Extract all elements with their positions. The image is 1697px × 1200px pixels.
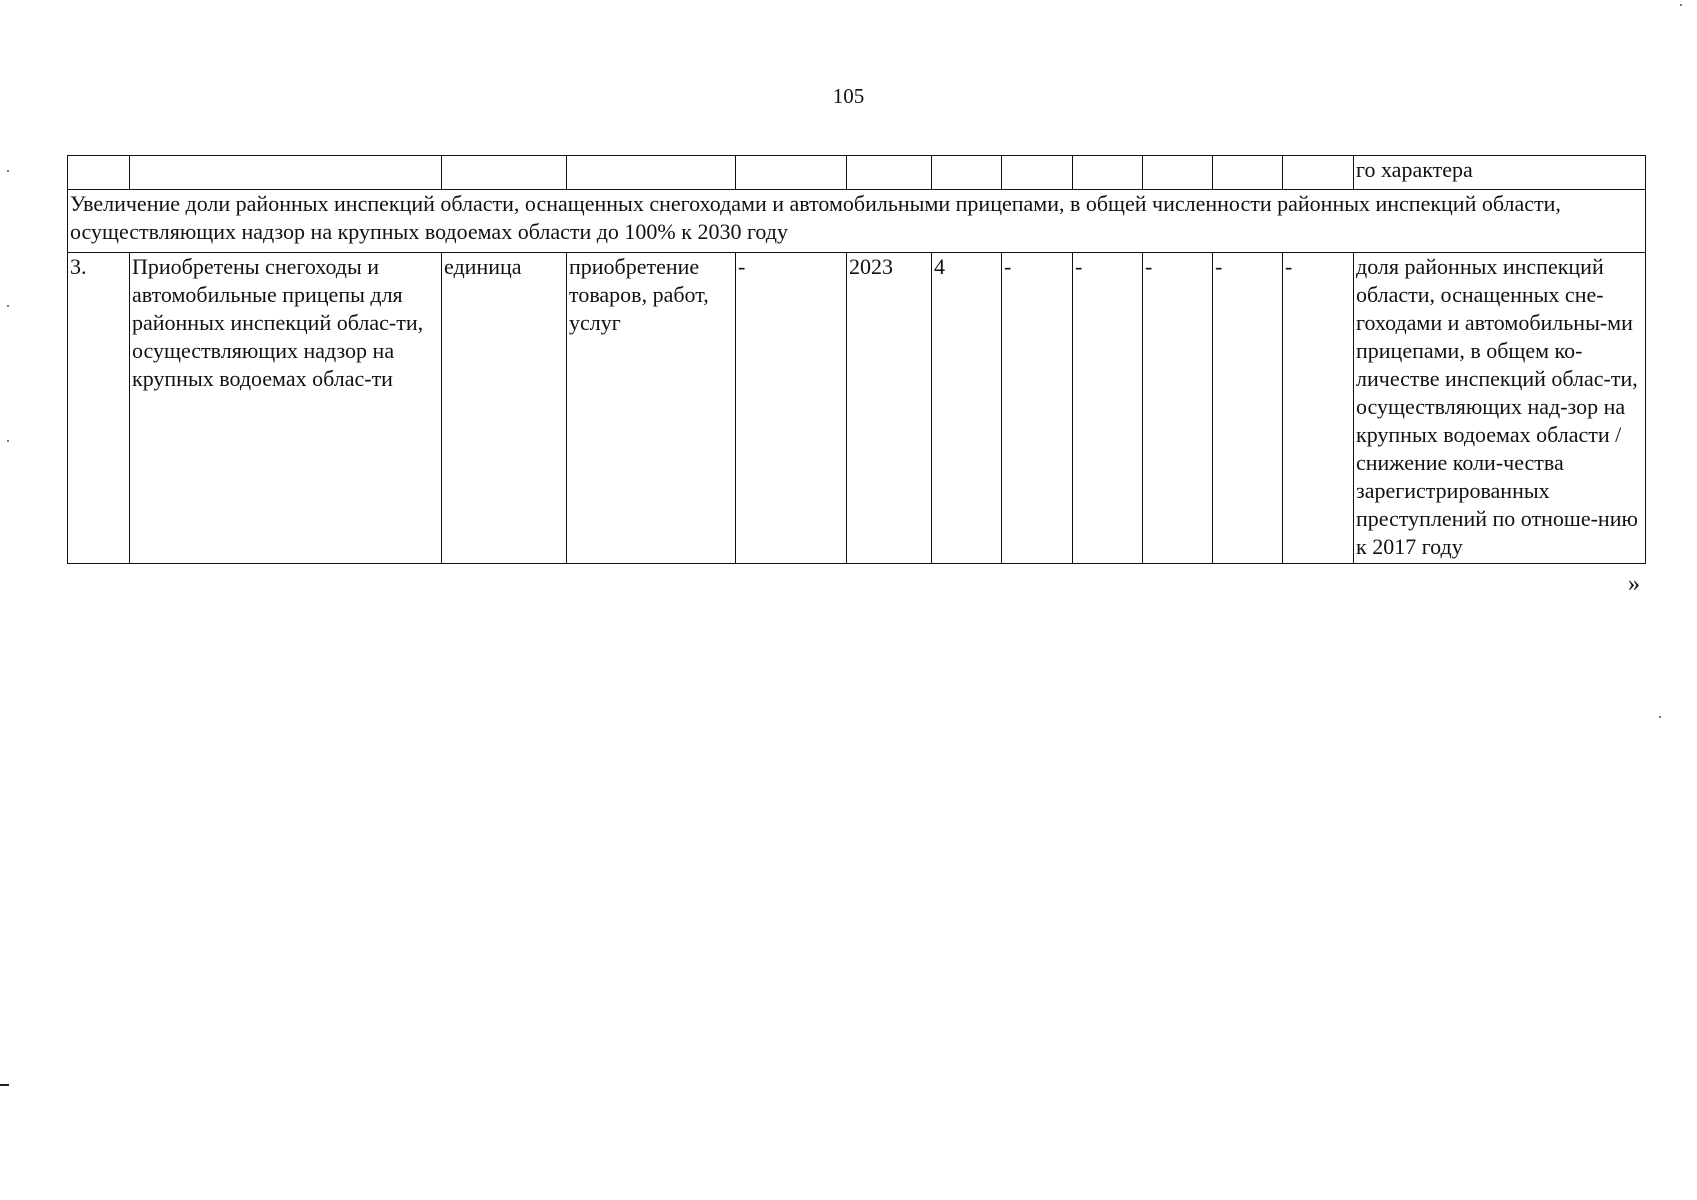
table-cell [567, 156, 736, 190]
page-number: 105 [832, 84, 865, 108]
result-text: Приобретены снегоходы и автомобильные прицепы для районных инспекций облас-ти, осуществляющих надзор на крупных водоемах облас-ти [130, 253, 442, 564]
scan-artifact [1659, 716, 1661, 718]
table-cell [1283, 156, 1354, 190]
goal-text: Увеличение доли районных инспекций области, оснащенных снегоходами и автомобильными прицепами, в общей численности районных инспекций области, осуществляющих надзор на крупных водоемах области до 100% к 2030 году [68, 190, 1646, 253]
unit-text: единица [442, 253, 567, 564]
table-cell: - [736, 253, 847, 564]
table-cell [442, 156, 567, 190]
value-cell: 4 [932, 253, 1002, 564]
table-cell [1143, 156, 1213, 190]
type-text: приобретение товаров, работ, услуг [567, 253, 736, 564]
value-cell: - [1213, 253, 1283, 564]
value-cell: - [1283, 253, 1354, 564]
row-number: 3. [68, 253, 130, 564]
table-row-goal [68, 190, 1646, 253]
value-cell: - [1002, 253, 1073, 564]
table-cell [1073, 156, 1143, 190]
scan-artifact [7, 440, 9, 442]
scan-artifact [7, 305, 9, 307]
scan-artifact [1680, 4, 1682, 6]
closing-quote: » [1628, 571, 1640, 597]
table-cell [68, 156, 130, 190]
table-row-continuation [68, 156, 1646, 190]
table-row [68, 253, 1646, 564]
value-cell: - [1073, 253, 1143, 564]
year-cell: 2023 [847, 253, 932, 564]
scan-artifact [0, 1084, 9, 1086]
table-cell [736, 156, 847, 190]
program-table [67, 155, 1646, 564]
table-cell [1002, 156, 1073, 190]
indicator-text: доля районных инспекций области, оснащенных сне-гоходами и автомобильны-ми прицепами, в общем ко-личестве инспекций облас-ти, осуществляющих над-зор на крупных водоемах области / снижение коли-чества зарегистрированных преступлений по отноше-нию к 2017 году [1354, 253, 1646, 564]
table-cell [847, 156, 932, 190]
table-cell [130, 156, 442, 190]
table-cell-indicator-continuation: го характера [1354, 156, 1646, 190]
table-cell [1213, 156, 1283, 190]
scan-artifact [7, 170, 9, 172]
table-cell [932, 156, 1002, 190]
value-cell: - [1143, 253, 1213, 564]
